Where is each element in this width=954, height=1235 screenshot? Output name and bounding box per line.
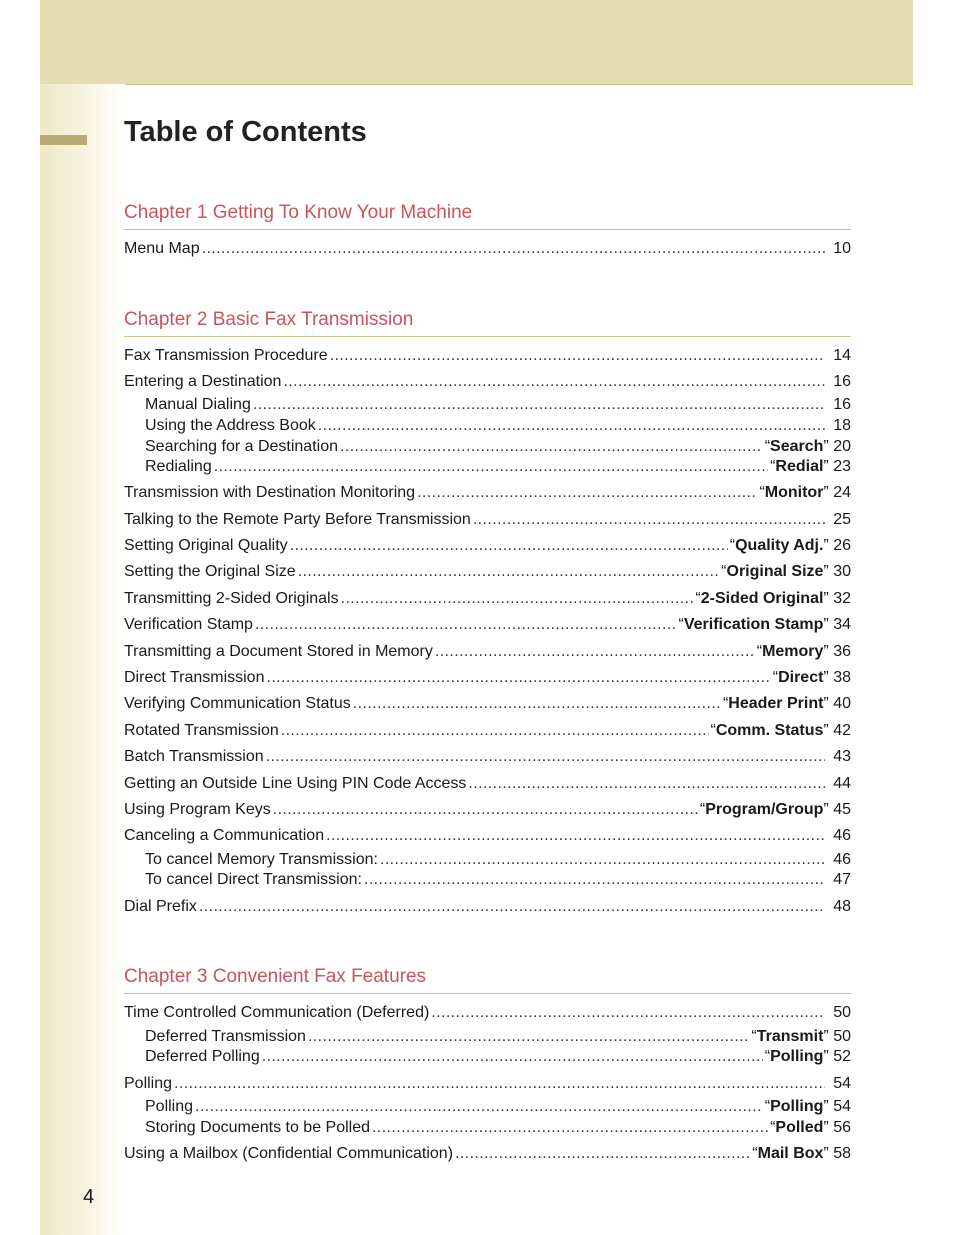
toc-entry-page: “2-Sided Original” 32: [695, 590, 851, 607]
toc-entry-title: Verifying Communication Status: [124, 695, 351, 712]
dot-leader: [308, 1028, 749, 1046]
toc-entry[interactable]: [124, 616, 851, 634]
page-ref: 44: [833, 775, 851, 792]
title-marker: [40, 135, 87, 145]
toc-entry-page: “Polling” 52: [764, 1048, 851, 1065]
toc-entry[interactable]: [124, 1004, 851, 1022]
page-title: Table of Contents: [124, 116, 367, 148]
page-ref: 16: [833, 373, 851, 390]
toc-entry-title: Using a Mailbox (Confidential Communication): [124, 1145, 454, 1162]
toc-entry-page: [827, 827, 851, 845]
toc-entry[interactable]: [124, 695, 851, 713]
page-ref: 47: [833, 871, 851, 888]
toc-entry[interactable]: [145, 396, 851, 414]
toc-entry[interactable]: [124, 240, 851, 258]
toc-entry-keyword: Mail Box: [757, 1145, 824, 1162]
toc-entry-keyword: Polling: [770, 1048, 824, 1065]
toc-entry-title: To cancel Direct Transmission:: [145, 871, 362, 888]
toc-entry[interactable]: [145, 851, 851, 869]
page-number: 4: [83, 1186, 95, 1208]
page-ref: 32: [833, 590, 851, 607]
toc-entry[interactable]: [124, 775, 851, 793]
toc-entry-title: Rotated Transmission: [124, 722, 279, 739]
page-ref: 52: [833, 1048, 851, 1065]
toc-entry-title: Manual Dialing: [145, 396, 251, 413]
toc-entry-page: “Header Print” 40: [722, 695, 851, 712]
chapter-heading[interactable]: Chapter 1 Getting To Know Your Machine: [124, 202, 851, 230]
dot-leader: [298, 563, 720, 581]
toc-entry-page: “Transmit” 50: [751, 1028, 851, 1045]
toc-entry-title: Transmission with Destination Monitoring: [124, 484, 416, 501]
toc-entry-page: [827, 511, 851, 529]
page-ref: 40: [833, 695, 851, 712]
toc-entry-page: “Monitor” 24: [759, 484, 851, 501]
dot-leader: [435, 643, 755, 661]
page-ref: 54: [833, 1075, 851, 1092]
page-ref: 14: [833, 347, 851, 364]
toc-entry-page: “Verification Stamp” 34: [678, 616, 851, 633]
chapter-heading[interactable]: Chapter 2 Basic Fax Transmission: [124, 309, 851, 337]
dot-leader: [283, 373, 825, 391]
page-ref: 34: [833, 616, 851, 633]
page-ref: 38: [833, 669, 851, 686]
toc-entry-keyword: Header Print: [728, 695, 824, 712]
toc-entry-title: Menu Map: [124, 240, 200, 257]
toc-entry[interactable]: [124, 669, 851, 687]
toc-entry-keyword: Polled: [775, 1119, 824, 1136]
page-ref: 46: [833, 851, 851, 868]
page-ref: 43: [833, 748, 851, 765]
dot-leader: [202, 240, 826, 258]
toc-entry-keyword: Program/Group: [705, 801, 824, 818]
toc-entry-keyword: 2-Sided Original: [700, 590, 824, 607]
toc-entry[interactable]: [124, 373, 851, 391]
toc-entry[interactable]: [124, 898, 851, 916]
toc-entry-title: Batch Transmission: [124, 748, 264, 765]
toc-entry-page: “Quality Adj.” 26: [729, 537, 851, 554]
dot-leader: [364, 871, 825, 889]
dot-leader: [417, 484, 757, 502]
dot-leader: [174, 1075, 825, 1093]
toc-entry[interactable]: [124, 643, 851, 661]
toc-entry-keyword: Quality Adj.: [735, 537, 824, 554]
dot-leader: [255, 616, 677, 634]
toc-entry[interactable]: [124, 1075, 851, 1093]
dot-leader: [372, 1119, 768, 1137]
dot-leader: [326, 827, 825, 845]
dot-leader: [253, 396, 825, 414]
page-ref: 50: [833, 1028, 851, 1045]
toc-entry-title: Using Program Keys: [124, 801, 271, 818]
dot-leader: [340, 438, 763, 456]
toc-entry[interactable]: [145, 417, 851, 435]
page-ref: 30: [833, 563, 851, 580]
dot-leader: [468, 775, 825, 793]
page-ref: 25: [833, 511, 851, 528]
page-ref: 23: [833, 458, 851, 475]
toc-entry[interactable]: [124, 827, 851, 845]
toc-entry-page: “Memory” 36: [756, 643, 851, 660]
toc-entry-page: [827, 748, 851, 766]
page-ref: 18: [833, 417, 851, 434]
toc-entry-title: Dial Prefix: [124, 898, 197, 915]
toc-entry-title: Using the Address Book: [145, 417, 316, 434]
toc-entry[interactable]: [124, 347, 851, 365]
page-ref: 42: [833, 722, 851, 739]
dot-leader: [281, 722, 709, 740]
dot-leader: [473, 511, 825, 529]
page-ref: 45: [833, 801, 851, 818]
toc-entry-title: Searching for a Destination: [145, 438, 338, 455]
dot-leader: [353, 695, 721, 713]
toc-entry-page: [827, 373, 851, 391]
toc-entry-page: [827, 1075, 851, 1093]
toc-entry-title: Setting Original Quality: [124, 537, 288, 554]
toc-entry-keyword: Comm. Status: [715, 722, 824, 739]
toc-entry-page: [827, 898, 851, 916]
toc-entry-page: “Original Size” 30: [721, 563, 851, 580]
dot-leader: [199, 898, 825, 916]
toc-entry-page: [827, 396, 851, 414]
toc-entry[interactable]: [145, 1098, 851, 1116]
page-ref: 20: [833, 438, 851, 455]
dot-leader: [214, 458, 768, 476]
toc-entry-page: “Comm. Status” 42: [710, 722, 851, 739]
toc-entry-keyword: Redial: [775, 458, 824, 475]
toc-entry-page: [827, 1004, 851, 1022]
toc-entry-title: To cancel Memory Transmission:: [145, 851, 378, 868]
toc-entry[interactable]: [145, 1048, 851, 1066]
header-band: [40, 0, 913, 85]
toc-entry-keyword: Search: [770, 438, 824, 455]
side-band: [40, 84, 125, 1235]
toc-entry[interactable]: [145, 438, 851, 456]
toc-entry-title: Deferred Transmission: [145, 1028, 306, 1045]
dot-leader: [195, 1098, 763, 1116]
toc-entry[interactable]: [124, 801, 851, 819]
page-ref: 36: [833, 643, 851, 660]
dot-leader: [266, 748, 826, 766]
dot-leader: [330, 347, 826, 365]
dot-leader: [455, 1145, 750, 1163]
toc-entry-title: Getting an Outside Line Using PIN Code Access: [124, 775, 467, 792]
toc-entry[interactable]: [145, 1028, 851, 1046]
toc-entry-page: “Program/Group” 45: [699, 801, 851, 818]
toc-entry-title: Redialing: [145, 458, 212, 475]
toc-entry[interactable]: [124, 722, 851, 740]
toc-entry-title: Entering a Destination: [124, 373, 282, 390]
toc-entry-page: [827, 775, 851, 793]
toc-entry-title: Deferred Polling: [145, 1048, 260, 1065]
chapter-heading[interactable]: Chapter 3 Convenient Fax Features: [124, 966, 851, 994]
toc-entry-title: Storing Documents to be Polled: [145, 1119, 371, 1136]
page-ref: 24: [833, 484, 851, 501]
toc-entry-page: [827, 871, 851, 889]
toc-entry-page: [827, 347, 851, 365]
dot-leader: [262, 1048, 763, 1066]
toc-entry[interactable]: [124, 563, 851, 581]
toc-entry-keyword: Verification Stamp: [683, 616, 824, 633]
toc-entry-page: “Mail Box” 58: [752, 1145, 851, 1162]
toc-entry-title: Direct Transmission: [124, 669, 265, 686]
toc-entry-page: [827, 417, 851, 435]
page-ref: 48: [833, 898, 851, 915]
toc-entry-title: Canceling a Communication: [124, 827, 325, 844]
toc-entry-page: [827, 240, 851, 258]
toc-entry[interactable]: [124, 748, 851, 766]
toc-entry-title: Fax Transmission Procedure: [124, 347, 328, 364]
toc-entry[interactable]: [124, 537, 851, 555]
page-ref: 50: [833, 1004, 851, 1021]
toc-entry-title: Transmitting a Document Stored in Memory: [124, 643, 433, 660]
toc-entry[interactable]: [145, 1119, 851, 1137]
toc-entry-title: Talking to the Remote Party Before Transmission: [124, 511, 471, 528]
dot-leader: [318, 417, 825, 435]
toc-entry-keyword: Memory: [762, 643, 824, 660]
page-ref: 46: [833, 827, 851, 844]
toc-entry[interactable]: [124, 484, 851, 502]
page-ref: 56: [833, 1119, 851, 1136]
toc-entry-title: Setting the Original Size: [124, 563, 296, 580]
dot-leader: [290, 537, 728, 555]
toc-entry-page: “Polled” 56: [770, 1119, 851, 1136]
toc-entry-page: “Direct” 38: [772, 669, 851, 686]
page-ref: 54: [833, 1098, 851, 1115]
toc-entry[interactable]: [124, 511, 851, 529]
toc-entry-title: Verification Stamp: [124, 616, 253, 633]
toc-entry-keyword: Original Size: [726, 563, 824, 580]
toc-entry-title: Polling: [145, 1098, 194, 1115]
toc-entry[interactable]: [145, 871, 851, 889]
toc-entry-page: “Redial” 23: [770, 458, 851, 475]
toc-entry-keyword: Monitor: [764, 484, 824, 501]
toc-entry[interactable]: [124, 590, 851, 608]
toc-entry-page: [827, 851, 851, 869]
toc-entry-title: Time Controlled Communication (Deferred): [124, 1004, 430, 1021]
dot-leader: [266, 669, 770, 687]
page-ref: 10: [833, 240, 851, 257]
dot-leader: [341, 590, 694, 608]
page-ref: 16: [833, 396, 851, 413]
toc-entry-keyword: Direct: [778, 669, 824, 686]
toc-entry-title: Transmitting 2-Sided Originals: [124, 590, 339, 607]
dot-leader: [380, 851, 825, 869]
page-ref: 26: [833, 537, 851, 554]
page-ref: 58: [833, 1145, 851, 1162]
toc-entry[interactable]: [145, 458, 851, 476]
dot-leader: [273, 801, 698, 819]
dot-leader: [431, 1004, 825, 1022]
toc-entry-page: “Search” 20: [764, 438, 851, 455]
toc-entry-keyword: Polling: [770, 1098, 824, 1115]
toc-entry-keyword: Transmit: [756, 1028, 824, 1045]
toc-entry-page: “Polling” 54: [764, 1098, 851, 1115]
toc-entry[interactable]: [124, 1145, 851, 1163]
toc-entry-title: Polling: [124, 1075, 173, 1092]
